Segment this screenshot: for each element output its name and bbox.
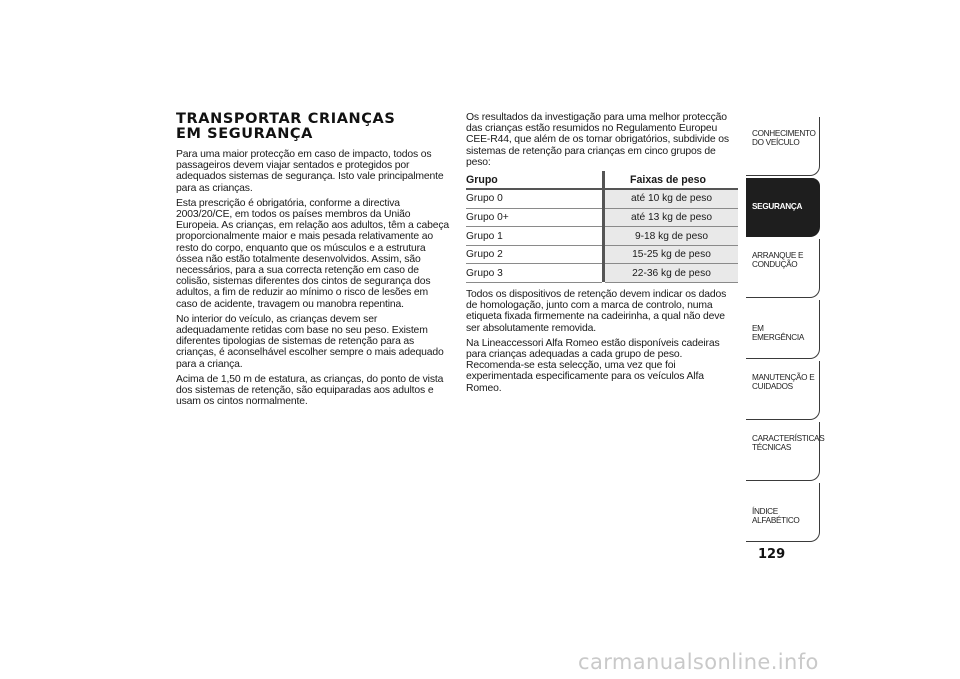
paragraph: No interior do veículo, as crianças devem ser adequadamente retidas com base no seu peso. Existem diferentes tipologias de sistemas de retenção para as crianças, é aconselhável escolher sempre o mais adequado para a criança. (176, 313, 444, 370)
tab-seguranca[interactable]: SEGURANÇA (746, 178, 820, 237)
tab-caracteristicas-tecnicas[interactable]: CARACTERÍSTICAS TÉCNICAS (746, 422, 820, 481)
weight-cell: 15-25 kg de peso (605, 245, 738, 264)
weight-cell: até 10 kg de peso (605, 189, 738, 208)
header-weight: Faixas de peso (605, 171, 738, 189)
section-heading (176, 112, 451, 142)
header-group: Grupo (466, 171, 602, 189)
paragraph: Para uma maior protecção em caso de impacto, todos os passageiros devem viajar sentados e protegidos por adequados sistemas de segurança. Isto vale principalmente para as crianças. (176, 149, 444, 194)
chapter-tabs (746, 117, 825, 544)
paragraph: Esta prescrição é obrigatória, conforme a directiva 2003/20/CE, em todos os países membros da União Europeia. As crianças, em relação aos adultos, têm a cabeça proporcionalmente maior e mais pesada relativamente ao resto do corpo, enquanto que os músculos e a estrutura óssea não estão totalmente desenvolvidos. Assim, são necessários, para a sua correcta retenção em caso de colisão, sistemas diferentes dos cintos de segurança dos adultos, a fim de reduzir ao mínimo o risco de lesões em caso de acidente, travagem ou manobra repentina. (176, 197, 450, 310)
table-row (466, 227, 738, 246)
weight-groups-table (466, 171, 738, 283)
paragraph: Acima de 1,50 m de estatura, as crianças, do ponto de vista dos sistemas de retenção, são equiparadas aos adultos e usam os cintos normalmente. (176, 373, 444, 408)
group-cell: Grupo 1 (466, 227, 602, 246)
tab-arranque-e-conducao[interactable]: ARRANQUE E CONDUÇÃO (746, 239, 820, 298)
table-row (466, 208, 738, 227)
tab-manutencao-e-cuidados[interactable]: MANUTENÇÃO E CUIDADOS (746, 361, 820, 420)
table-row (466, 245, 738, 264)
tab-conhecimento-do-veiculo[interactable]: CONHECIMENTO DO VEÍCULO (746, 117, 820, 176)
intro-paragraph: Os resultados da investigação para uma melhor protecção das crianças estão resumidos no Regulamento Europeu CEE-R44, que além de os tornar obrigatórios, subdivide os sistemas de retenção para crianças em cinco grupos de peso: (466, 112, 729, 168)
tab-em-emergencia[interactable]: EM EMERGÊNCIA (746, 300, 820, 359)
right-column (466, 112, 739, 398)
left-column (176, 112, 451, 411)
heading-line-1: TRANSPORTAR CRIANÇAS (176, 111, 396, 127)
weight-cell: 22-36 kg de peso (605, 264, 738, 283)
group-cell: Grupo 0 (466, 189, 602, 208)
tab-indice-alfabetico[interactable]: ÍNDICE ALFABÉTICO (746, 483, 820, 542)
weight-cell: até 13 kg de peso (605, 208, 738, 227)
paragraph: Todos os dispositivos de retenção devem indicar os dados de homologação, junto com a marca de controlo, numa etiqueta fixada firmemente na cadeirinha, a qual não deve ser absolutamente removida. (466, 288, 727, 334)
page-number: 129 (758, 547, 786, 562)
group-cell: Grupo 2 (466, 245, 602, 264)
watermark: carmanualsonline.info (578, 650, 819, 674)
heading-line-2: EM SEGURANÇA (176, 126, 313, 142)
group-cell: Grupo 0+ (466, 208, 602, 227)
table-header-row (466, 171, 738, 189)
table-row (466, 189, 738, 208)
weight-cell: 9-18 kg de peso (605, 227, 738, 246)
table-row (466, 264, 738, 283)
paragraph: Na Lineaccessori Alfa Romeo estão disponíveis cadeiras para crianças adequadas a cada grupo de peso. Recomenda-se esta selecção, uma vez que foi experimentada especificamente para os veículos Alfa Romeo. (466, 337, 720, 394)
group-cell: Grupo 3 (466, 264, 602, 283)
